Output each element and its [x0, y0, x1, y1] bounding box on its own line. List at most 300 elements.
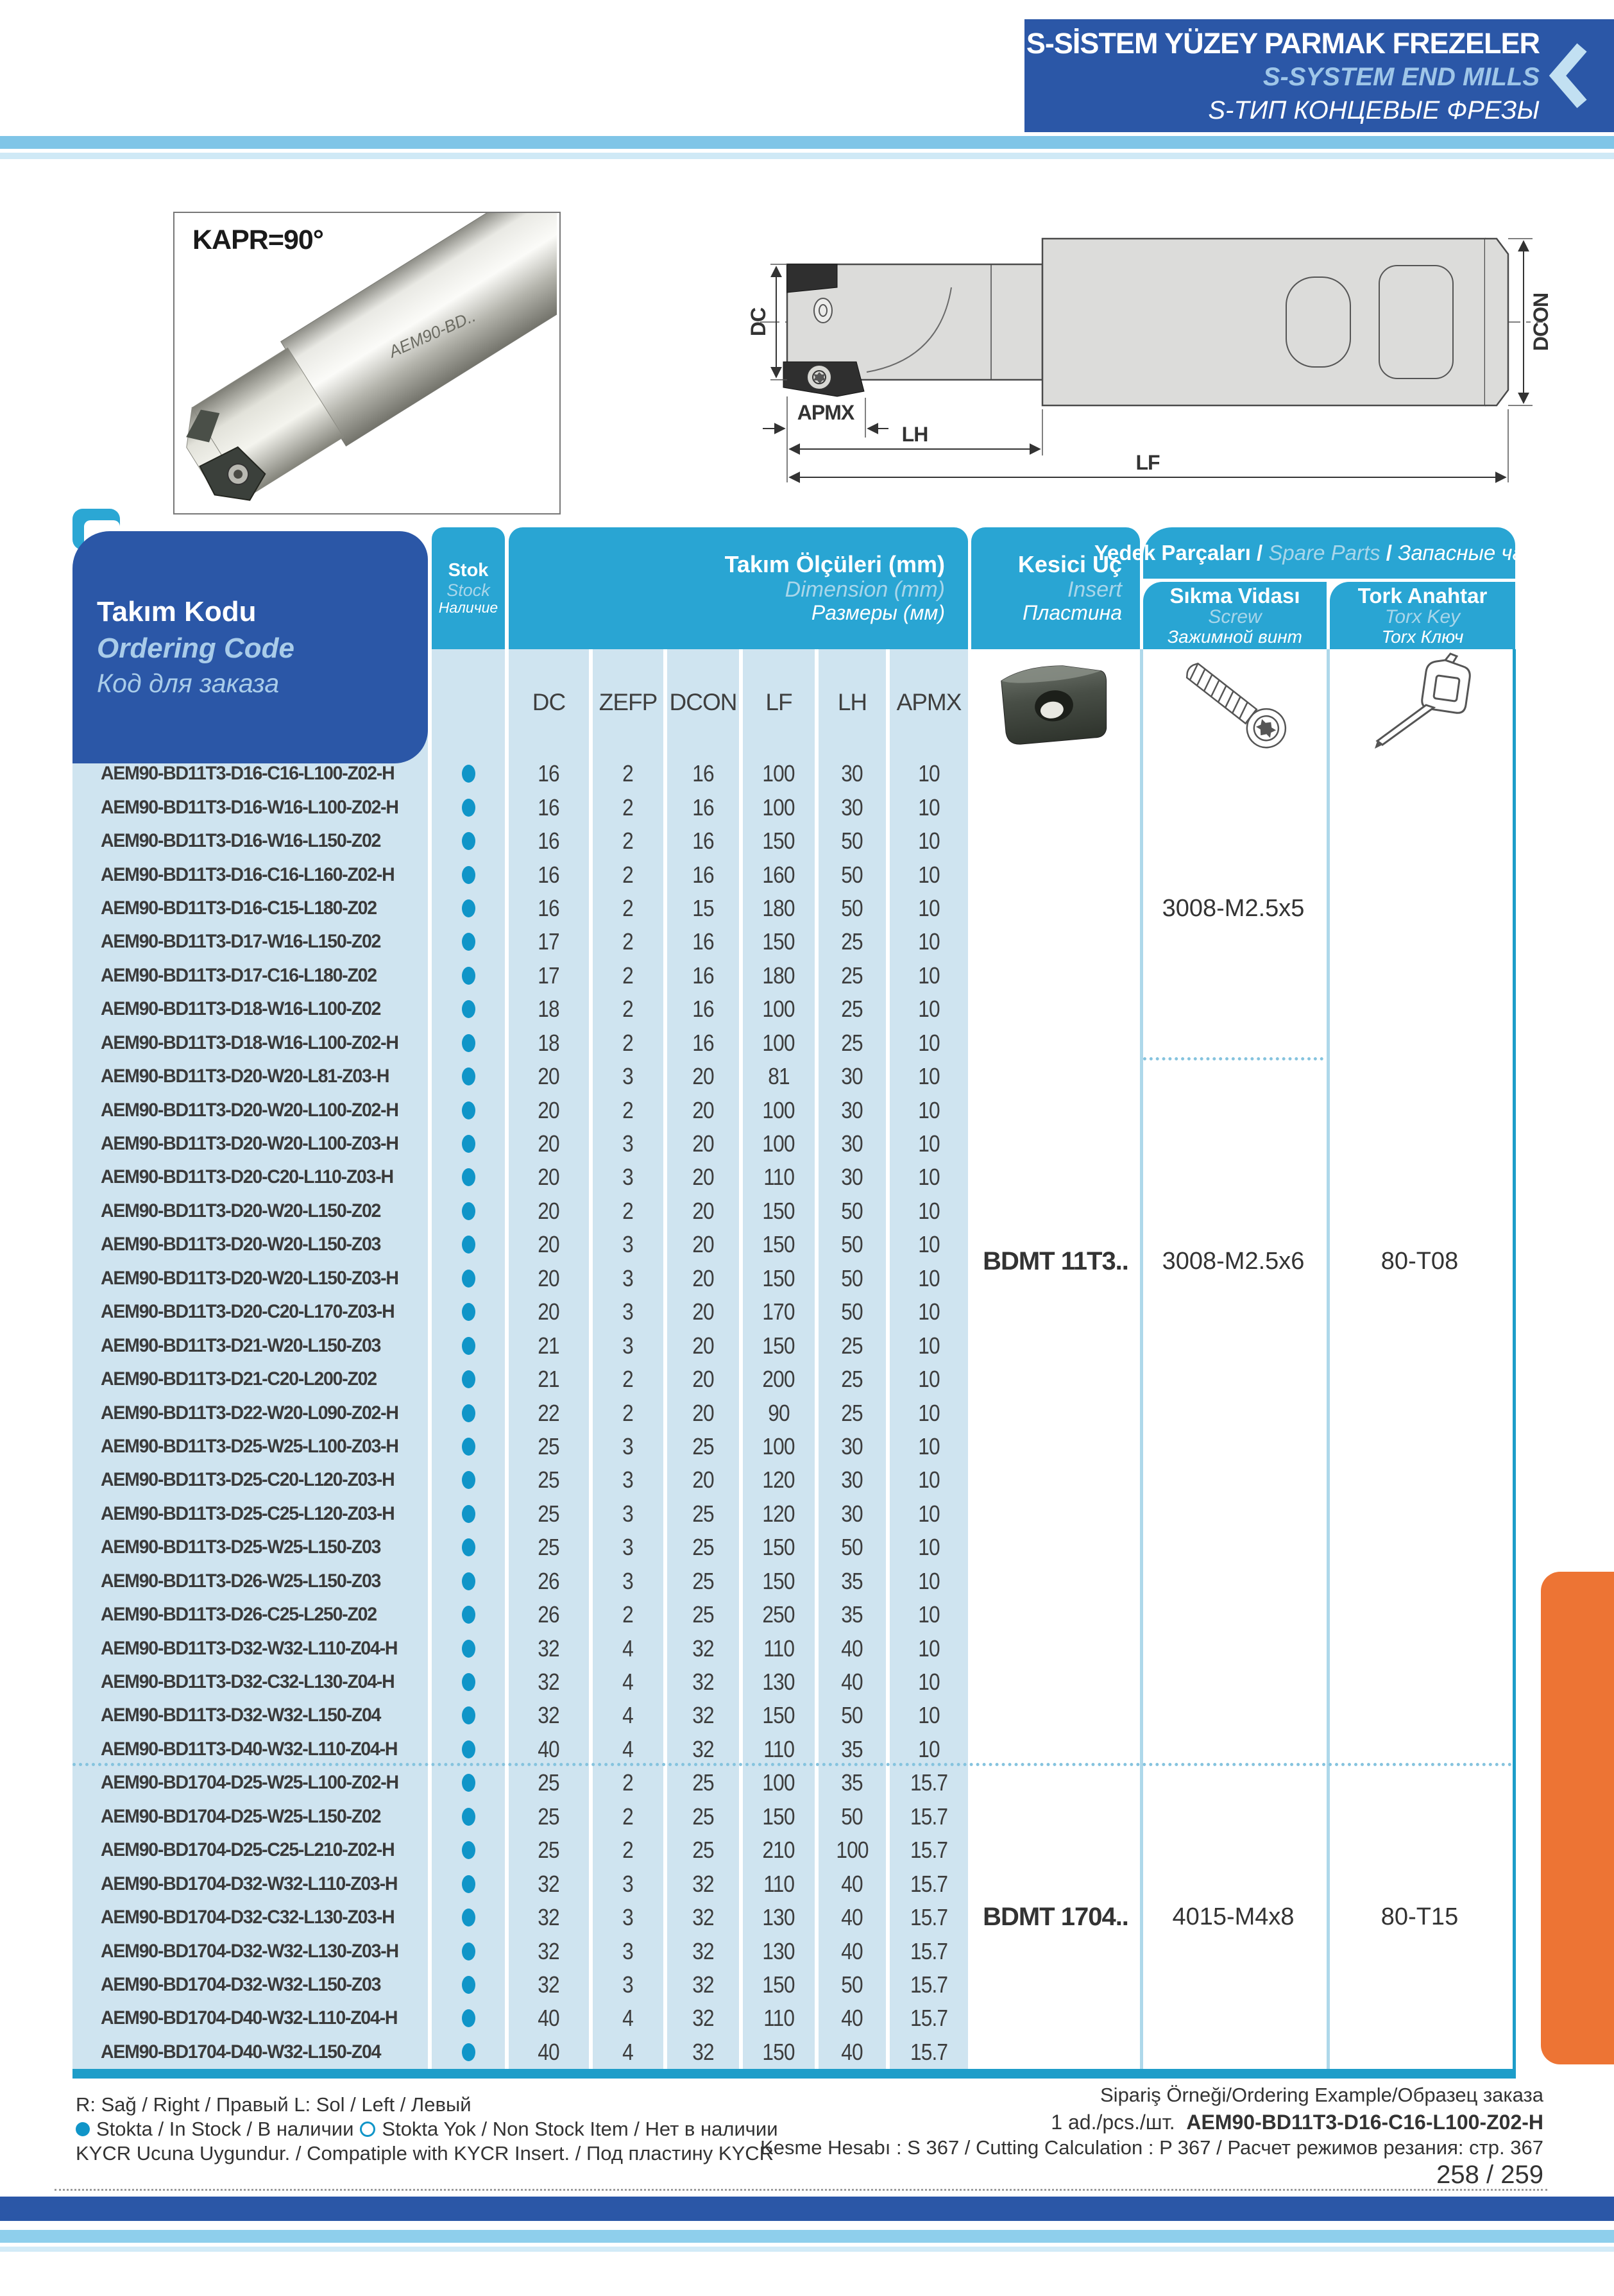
screw-section-separator — [1143, 1057, 1323, 1060]
zefp-cell: 3 — [622, 1231, 634, 1258]
dc-cell: 17 — [538, 928, 560, 955]
ordering-code-cell: AEM90-BD1704-D32-W32-L130-Z03-H — [101, 1940, 398, 1962]
footer-divider — [55, 2189, 1547, 2191]
screw-value-group1a: 3008-M2.5x5 — [1162, 895, 1305, 922]
table-row — [72, 1295, 968, 1329]
lf-cell: 150 — [762, 1197, 795, 1224]
stock-cell — [432, 790, 505, 824]
in-stock-dot-icon — [462, 1438, 475, 1456]
col-label-dcon: DCON — [669, 689, 737, 715]
ordering-code-cell: AEM90-BD11T3-D17-C16-L180-Z02 — [101, 964, 377, 986]
lh-cell: 50 — [841, 1197, 863, 1224]
apmx-cell: 10 — [918, 1298, 940, 1325]
in-stock-dot-icon — [462, 1538, 475, 1556]
title-russian: S-ТИП КОНЦЕВЫЕ ФРЕЗЫ — [1208, 96, 1540, 124]
lf-cell: 100 — [762, 996, 795, 1023]
dc-cell: 20 — [538, 1130, 560, 1157]
bottom-strip — [0, 2230, 1614, 2243]
zefp-cell: 4 — [622, 2005, 634, 2032]
apmx-cell: 10 — [918, 861, 940, 888]
in-stock-dot-icon — [462, 1168, 475, 1186]
stock-cell — [432, 1228, 505, 1261]
dc-cell: 25 — [538, 1534, 560, 1561]
lh-cell: 30 — [841, 1063, 863, 1090]
ordering-code-cell: AEM90-BD1704-D32-C32-L130-Z03-H — [101, 1907, 395, 1928]
end-mill-photo — [174, 213, 557, 509]
lf-cell: 120 — [762, 1467, 795, 1493]
apmx-cell: 10 — [918, 760, 940, 787]
zefp-cell: 4 — [622, 1669, 634, 1696]
lh-cell: 50 — [841, 861, 863, 888]
lf-cell: 100 — [762, 794, 795, 821]
lf-cell: 90 — [768, 1399, 790, 1426]
apmx-cell: 10 — [918, 1029, 940, 1056]
in-stock-dot-icon — [462, 1740, 475, 1758]
ordering-code-cell: AEM90-BD11T3-D16-C16-L160-Z02-H — [101, 863, 395, 885]
lh-cell: 30 — [841, 1130, 863, 1157]
stock-cell — [432, 1396, 505, 1429]
in-stock-dot-icon — [462, 765, 475, 783]
table-row — [72, 1262, 968, 1295]
ordering-code-cell: AEM90-BD11T3-D20-W20-L150-Z03 — [101, 1234, 381, 1255]
apmx-cell: 15.7 — [910, 2005, 948, 2032]
dc-cell: 21 — [538, 1366, 560, 1393]
apmx-cell: 15.7 — [910, 1837, 948, 1864]
lh-cell: 40 — [841, 1669, 863, 1696]
lf-cell: 150 — [762, 928, 795, 955]
stock-cell — [432, 824, 505, 858]
lf-cell: 130 — [762, 1669, 795, 1696]
stock-cell — [432, 1295, 505, 1329]
lh-cell: 100 — [836, 1837, 869, 1864]
product-photo-box — [173, 212, 561, 514]
technical-drawing — [747, 226, 1556, 502]
stock-cell — [432, 1430, 505, 1463]
dc-cell: 16 — [538, 794, 560, 821]
zefp-cell: 3 — [622, 1332, 634, 1359]
dc-cell: 25 — [538, 1433, 560, 1459]
dc-cell: 22 — [538, 1399, 560, 1426]
table-row — [72, 1531, 968, 1564]
dcon-cell: 16 — [692, 1029, 714, 1056]
lf-cell: 130 — [762, 1904, 795, 1931]
apmx-cell: 10 — [918, 1264, 940, 1291]
ordering-code-cell: AEM90-BD11T3-D20-C20-L110-Z03-H — [101, 1166, 393, 1188]
table-row — [72, 1901, 968, 1934]
dcon-cell: 32 — [692, 1971, 714, 1998]
bottom-blue-bar — [0, 2197, 1614, 2221]
in-stock-dot-icon — [462, 2009, 475, 2027]
dcon-cell: 20 — [692, 1298, 714, 1325]
ordering-code-cell: AEM90-BD11T3-D32-W32-L110-Z04-H — [101, 1637, 398, 1659]
zefp-cell: 3 — [622, 1971, 634, 1998]
ordering-code-cell: AEM90-BD11T3-D25-C25-L120-Z03-H — [101, 1502, 395, 1524]
apmx-cell: 15.7 — [910, 1803, 948, 1830]
zefp-cell: 3 — [622, 1467, 634, 1493]
dc-cell: 16 — [538, 894, 560, 921]
ordering-code-cell: AEM90-BD11T3-D16-W16-L150-Z02 — [101, 830, 381, 852]
stock-cell — [432, 1833, 505, 1867]
lh-cell: 35 — [841, 1769, 863, 1796]
lh-cell: 50 — [841, 1534, 863, 1561]
table-row — [72, 1665, 968, 1699]
in-stock-dot-icon — [462, 799, 475, 817]
zefp-cell: 3 — [622, 1164, 634, 1191]
dcon-cell: 25 — [692, 1500, 714, 1527]
dcon-cell: 16 — [692, 861, 714, 888]
note-stock-in: Stokta / In Stock / В наличии — [96, 2118, 354, 2140]
dc-cell: 20 — [538, 1231, 560, 1258]
zefp-cell: 2 — [622, 828, 634, 855]
zefp-cell: 2 — [622, 962, 634, 989]
ordering-code-cell: AEM90-BD11T3-D18-W16-L100-Z02-H — [101, 1032, 398, 1053]
in-stock-dot-icon — [462, 967, 475, 985]
zefp-cell: 2 — [622, 928, 634, 955]
table-row — [72, 1228, 968, 1261]
dcon-cell: 16 — [692, 828, 714, 855]
stock-cell — [432, 757, 505, 790]
zefp-cell: 2 — [622, 1601, 634, 1628]
apmx-cell: 10 — [918, 1735, 940, 1762]
lf-cell: 180 — [762, 962, 795, 989]
ordering-code-cell: AEM90-BD11T3-D20-W20-L81-Z03-H — [101, 1066, 389, 1087]
in-stock-dot-icon — [76, 2122, 90, 2136]
stock-cell — [432, 1631, 505, 1665]
lf-cell: 180 — [762, 894, 795, 921]
table-row — [72, 992, 968, 1026]
lf-cell: 150 — [762, 1332, 795, 1359]
ordering-code-cell: AEM90-BD11T3-D22-W20-L090-Z02-H — [101, 1402, 398, 1424]
ordering-code-cell: AEM90-BD11T3-D32-C32-L130-Z04-H — [101, 1671, 395, 1693]
lh-cell: 30 — [841, 1433, 863, 1459]
zefp-cell: 4 — [622, 1735, 634, 1762]
stock-cell — [432, 1127, 505, 1161]
apmx-cell: 10 — [918, 928, 940, 955]
stock-cell — [432, 1800, 505, 1833]
dcon-cell: 16 — [692, 794, 714, 821]
stock-cell — [432, 1531, 505, 1564]
dcon-cell: 32 — [692, 1669, 714, 1696]
ordering-code-cell: AEM90-BD11T3-D40-W32-L110-Z04-H — [101, 1738, 398, 1760]
dim-label-dcon: DCON — [1529, 293, 1552, 352]
lh-cell: 30 — [841, 760, 863, 787]
lh-cell: 50 — [841, 1702, 863, 1729]
stock-cell — [432, 892, 505, 925]
stock-cell — [432, 1195, 505, 1228]
apmx-cell: 10 — [918, 1063, 940, 1090]
lf-cell: 150 — [762, 1803, 795, 1830]
lf-cell: 250 — [762, 1601, 795, 1628]
apmx-cell: 10 — [918, 962, 940, 989]
lh-cell: 25 — [841, 1399, 863, 1426]
dc-cell: 20 — [538, 1096, 560, 1123]
dim-label-apmx: APMX — [797, 401, 854, 424]
ordering-code-cell: AEM90-BD11T3-D21-C20-L200-Z02 — [101, 1368, 377, 1390]
ordering-code-cell: AEM90-BD11T3-D25-C20-L120-Z03-H — [101, 1469, 395, 1491]
in-stock-dot-icon — [462, 1673, 475, 1691]
in-stock-dot-icon — [462, 899, 475, 917]
dc-cell: 25 — [538, 1803, 560, 1830]
torx-key-drawing — [1338, 651, 1504, 757]
lh-cell: 40 — [841, 1937, 863, 1964]
table-rows — [72, 757, 968, 2069]
lh-cell: 30 — [841, 1467, 863, 1493]
lh-cell: 25 — [841, 962, 863, 989]
zefp-cell: 2 — [622, 794, 634, 821]
dcon-cell: 32 — [692, 2038, 714, 2065]
ordering-code-cell: AEM90-BD11T3-D26-C25-L250-Z02 — [101, 1604, 377, 1626]
apmx-cell: 10 — [918, 1567, 940, 1594]
lh-cell: 25 — [841, 996, 863, 1023]
table-row — [72, 1598, 968, 1631]
in-stock-dot-icon — [462, 1135, 475, 1153]
col-label-zefp: ZEFP — [599, 689, 658, 715]
lf-cell: 100 — [762, 1096, 795, 1123]
dc-cell: 20 — [538, 1164, 560, 1191]
lh-cell: 35 — [841, 1567, 863, 1594]
stock-cell — [432, 1093, 505, 1127]
col-label-lf: LF — [765, 689, 792, 715]
stock-cell — [432, 1363, 505, 1396]
table-row — [72, 1060, 968, 1093]
zefp-cell: 3 — [622, 1298, 634, 1325]
zefp-cell: 3 — [622, 1567, 634, 1594]
dcon-cell: 16 — [692, 962, 714, 989]
dc-cell: 32 — [538, 1904, 560, 1931]
lh-cell: 40 — [841, 2038, 863, 2065]
zefp-cell: 2 — [622, 1366, 634, 1393]
dc-cell: 26 — [538, 1601, 560, 1628]
dc-cell: 20 — [538, 1063, 560, 1090]
lh-cell: 30 — [841, 794, 863, 821]
lh-cell: 50 — [841, 1298, 863, 1325]
torx-value-group1: 80-T08 — [1380, 1248, 1459, 1275]
dcon-cell: 32 — [692, 1735, 714, 1762]
note-stock-out: Stokta Yok / Non Stock Item / Нет в наличии — [382, 2118, 778, 2140]
dcon-cell: 32 — [692, 1635, 714, 1662]
in-stock-dot-icon — [462, 1101, 475, 1119]
lh-cell: 30 — [841, 1500, 863, 1527]
dc-cell: 32 — [538, 1635, 560, 1662]
screw-value-group2: 4015-M4x8 — [1172, 1903, 1295, 1930]
in-stock-dot-icon — [462, 1404, 475, 1422]
zefp-cell: 3 — [622, 1130, 634, 1157]
column-border — [1140, 649, 1143, 2069]
lh-cell: 50 — [841, 1971, 863, 1998]
zefp-cell: 2 — [622, 1029, 634, 1056]
lh-cell: 50 — [841, 894, 863, 921]
lh-cell: 30 — [841, 1164, 863, 1191]
example-code: AEM90-BD11T3-D16-C16-L100-Z02-H — [1186, 2111, 1543, 2134]
apmx-cell: 10 — [918, 1669, 940, 1696]
lf-cell: 100 — [762, 1433, 795, 1459]
table-row — [72, 824, 968, 858]
ordering-code-cell: AEM90-BD11T3-D16-W16-L100-Z02-H — [101, 796, 398, 818]
lf-cell: 150 — [762, 1264, 795, 1291]
stock-cell — [432, 1060, 505, 1093]
lf-cell: 150 — [762, 1231, 795, 1258]
dim-label-lf: LF — [1135, 451, 1160, 474]
lf-cell: 160 — [762, 861, 795, 888]
table-row — [72, 1733, 968, 1766]
dim-label-dc: DC — [747, 307, 770, 337]
section-side-tab — [1541, 1572, 1614, 2064]
note-right-left: R: Sağ / Right / Правый L: Sol / Left / Левый — [76, 2093, 471, 2116]
dc-cell: 18 — [538, 996, 560, 1023]
table-row — [72, 2002, 968, 2035]
table-row — [72, 1463, 968, 1497]
dcon-cell: 25 — [692, 1837, 714, 1864]
title-turkish: S-SİSTEM YÜZEY PARMAK FREZELER — [1026, 27, 1540, 60]
table-row — [72, 1631, 968, 1665]
insert-header: Kesici Uç Insert Пластина — [971, 527, 1140, 649]
ordering-code-cell: AEM90-BD11T3-D16-C16-L100-Z02-H — [101, 763, 395, 785]
in-stock-dot-icon — [462, 1572, 475, 1590]
lf-cell: 150 — [762, 1534, 795, 1561]
dc-cell: 32 — [538, 1669, 560, 1696]
zefp-cell: 2 — [622, 1096, 634, 1123]
dc-cell: 16 — [538, 861, 560, 888]
dc-cell: 20 — [538, 1264, 560, 1291]
dc-cell: 26 — [538, 1567, 560, 1594]
lf-cell: 150 — [762, 1702, 795, 1729]
apmx-cell: 10 — [918, 1399, 940, 1426]
dc-cell: 20 — [538, 1298, 560, 1325]
stock-cell — [432, 959, 505, 992]
ordering-example-line — [1051, 2111, 1543, 2134]
stock-cell — [432, 1867, 505, 1900]
col-label-apmx: APMX — [896, 689, 962, 715]
stock-header: Stok Stock Наличие — [432, 527, 505, 649]
apmx-cell: 10 — [918, 1635, 940, 1662]
table-row — [72, 1430, 968, 1463]
ordering-code-header — [72, 531, 428, 763]
ordering-code-cell: AEM90-BD1704-D25-C25-L210-Z02-H — [101, 1839, 395, 1861]
apmx-cell: 10 — [918, 1197, 940, 1224]
lf-cell: 100 — [762, 1029, 795, 1056]
apmx-cell: 10 — [918, 1130, 940, 1157]
dc-cell: 25 — [538, 1500, 560, 1527]
table-row — [72, 1867, 968, 1900]
lf-cell: 100 — [762, 1130, 795, 1157]
bottom-strip-light — [0, 2247, 1614, 2252]
stock-cell — [432, 1463, 505, 1497]
dcon-cell: 25 — [692, 1567, 714, 1594]
zefp-cell: 3 — [622, 1870, 634, 1897]
lf-cell: 110 — [763, 1870, 794, 1897]
ordering-code-cell: AEM90-BD11T3-D25-W25-L150-Z03 — [101, 1536, 381, 1558]
dcon-cell: 20 — [692, 1366, 714, 1393]
in-stock-dot-icon — [462, 1976, 475, 1994]
dc-cell: 32 — [538, 1702, 560, 1729]
torx-value-group2: 80-T15 — [1380, 1903, 1459, 1930]
in-stock-dot-icon — [462, 1067, 475, 1085]
zefp-cell: 3 — [622, 1063, 634, 1090]
stock-cell — [432, 1262, 505, 1295]
apmx-cell: 10 — [918, 1500, 940, 1527]
table-row — [72, 1934, 968, 1968]
in-stock-dot-icon — [462, 1337, 475, 1355]
ordering-code-cell: AEM90-BD11T3-D20-W20-L100-Z03-H — [101, 1133, 398, 1155]
kapr-angle-label: KAPR=90° — [192, 225, 323, 255]
dc-cell: 32 — [538, 1870, 560, 1897]
svg-text:AEM90-BD..: AEM90-BD.. — [386, 305, 479, 362]
zefp-cell: 3 — [622, 1264, 634, 1291]
dc-cell: 25 — [538, 1837, 560, 1864]
zefp-cell: 3 — [622, 1534, 634, 1561]
dc-cell: 25 — [538, 1467, 560, 1493]
torx-key-header: Tork Anahtar Torx Key Torx Ключ — [1330, 582, 1515, 649]
table-bottom-bar — [72, 2069, 1516, 2079]
zefp-cell: 2 — [622, 760, 634, 787]
zefp-cell: 2 — [622, 1769, 634, 1796]
stock-cell — [432, 1733, 505, 1766]
stock-cell — [432, 2002, 505, 2035]
stock-cell — [432, 1497, 505, 1531]
apmx-cell: 15.7 — [910, 1769, 948, 1796]
ordering-code-cell: AEM90-BD1704-D25-W25-L150-Z02 — [101, 1805, 381, 1827]
apmx-cell: 10 — [918, 1366, 940, 1393]
ordering-code-cell: AEM90-BD11T3-D20-W20-L150-Z03-H — [101, 1267, 398, 1289]
dc-cell: 16 — [538, 760, 560, 787]
dcon-cell: 20 — [692, 1197, 714, 1224]
ordering-code-cell: AEM90-BD11T3-D32-W32-L150-Z04 — [101, 1705, 381, 1726]
zefp-cell: 3 — [622, 1433, 634, 1459]
apmx-cell: 10 — [918, 1332, 940, 1359]
screw-value-group1b: 3008-M2.5x6 — [1162, 1248, 1305, 1275]
insert-photo — [981, 653, 1129, 756]
table-row — [72, 925, 968, 958]
ordering-code-cell: AEM90-BD11T3-D17-W16-L150-Z02 — [101, 931, 381, 953]
apmx-cell: 10 — [918, 1702, 940, 1729]
zefp-cell: 4 — [622, 2038, 634, 2065]
apmx-cell: 10 — [918, 1096, 940, 1123]
in-stock-dot-icon — [462, 1774, 475, 1792]
stock-cell — [432, 1699, 505, 1732]
in-stock-dot-icon — [462, 1236, 475, 1254]
lf-cell: 81 — [768, 1063, 790, 1090]
page-number: 258 / 259 — [1436, 2161, 1543, 2189]
dcon-cell: 32 — [692, 1904, 714, 1931]
dcon-cell: 16 — [692, 928, 714, 955]
stock-cell — [432, 1565, 505, 1598]
lh-cell: 40 — [841, 2005, 863, 2032]
in-stock-dot-icon — [462, 1370, 475, 1388]
table-row — [72, 1497, 968, 1531]
example-qty: 1 ad./pcs./шт. — [1051, 2111, 1175, 2134]
screw-header: Sıkma Vidası Screw Зажимной винт — [1143, 582, 1327, 649]
table-row — [72, 1800, 968, 1833]
ordering-code-cell: AEM90-BD1704-D25-W25-L100-Z02-H — [101, 1772, 398, 1794]
lh-cell: 25 — [841, 1366, 863, 1393]
stock-cell — [432, 1766, 505, 1799]
in-stock-dot-icon — [462, 1270, 475, 1288]
ordering-code-tr: Takım Kodu — [97, 596, 257, 628]
apmx-cell: 10 — [918, 1164, 940, 1191]
lf-cell: 130 — [762, 1937, 795, 1964]
in-stock-dot-icon — [462, 832, 475, 850]
in-stock-dot-icon — [462, 1943, 475, 1960]
stock-cell — [432, 1598, 505, 1631]
table-row — [72, 1766, 968, 1799]
non-stock-circle-icon — [360, 2122, 375, 2137]
dcon-cell: 16 — [692, 996, 714, 1023]
dcon-cell: 20 — [692, 1063, 714, 1090]
table-right-border — [1513, 649, 1516, 2079]
note-kycr: KYCR Ucuna Uygundur. / Compatiple with KYCR Insert. / Под пластину KYCR — [76, 2142, 774, 2164]
table-row — [72, 959, 968, 992]
ordering-code-cell: AEM90-BD11T3-D26-W25-L150-Z03 — [101, 1570, 381, 1592]
